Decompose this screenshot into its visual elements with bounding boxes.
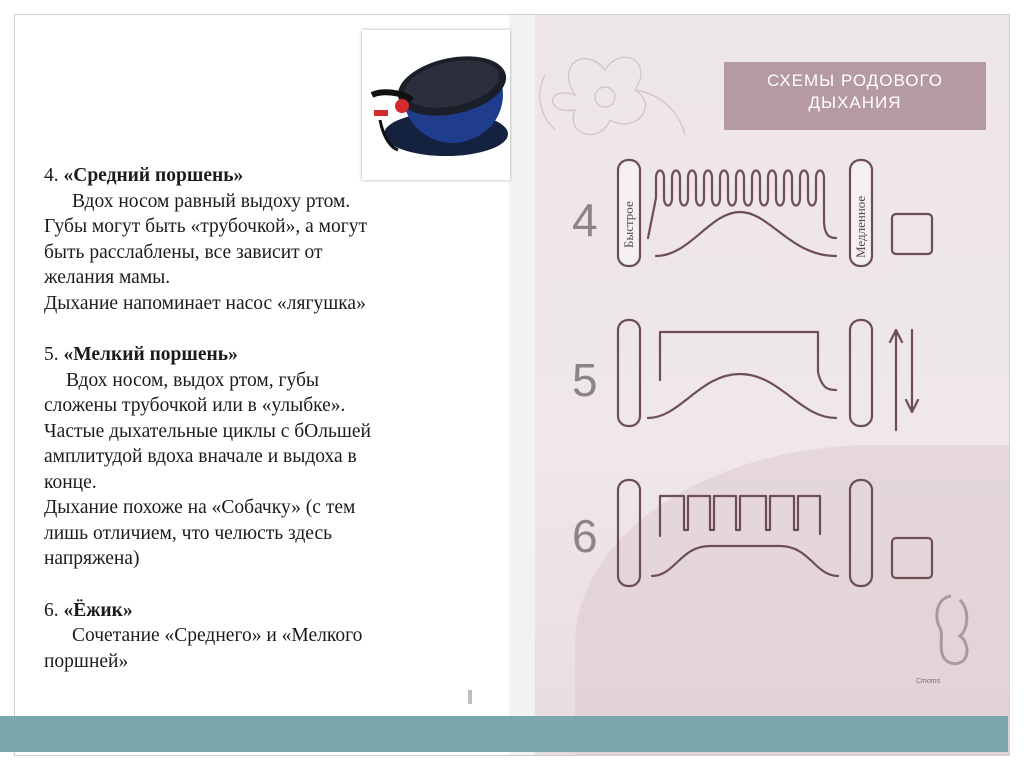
- section-5-line: конце.: [44, 471, 97, 493]
- section-5-line: Дыхание похоже на «Собачку» (с тем: [44, 497, 356, 518]
- row-6-bottom-curve: [652, 546, 838, 576]
- breathing-descriptions: [44, 163, 484, 674]
- foot-pump-photo: [362, 30, 510, 180]
- slide-title-line1: СХЕМЫ РОДОВОГО: [767, 71, 943, 90]
- fast-label: Быстрое: [621, 201, 636, 248]
- section-5-line: сложены трубочкой или в «улыбке».: [44, 395, 346, 416]
- row-5-top-wave: [660, 332, 836, 390]
- cycle-icon: [892, 214, 932, 254]
- row-5-bottom-curve: [648, 374, 836, 418]
- slow-label: Медленное: [853, 195, 868, 258]
- row-number: 6: [572, 510, 598, 562]
- section-5-line: амплитудой вдоха вначале и выдоха в: [44, 446, 357, 467]
- cycle-icon: [892, 538, 932, 578]
- section-5-line: напряжена): [44, 548, 140, 569]
- row-5-left-pill: [618, 320, 640, 426]
- breathing-diagram: [560, 150, 960, 600]
- foot-pump-image: [362, 30, 510, 180]
- arrow-down-icon: [906, 330, 918, 412]
- section-6-line: поршней»: [44, 650, 129, 672]
- row-4-slow-curve: [656, 212, 836, 256]
- slide-marker: [468, 690, 472, 704]
- row-5-right-pill: [850, 320, 872, 426]
- section-5-line: Вдох носом, выдох ртом, губы: [66, 369, 319, 391]
- slide-title-line2: ДЫХАНИЯ: [808, 93, 902, 112]
- row-6-left-pill: [618, 480, 640, 586]
- slide-title: [724, 70, 986, 114]
- section-4-line: Вдох носом равный выдоху ртом.: [72, 190, 351, 212]
- footer-bar: [0, 716, 1008, 752]
- logo-text: Cmoms: [916, 678, 941, 685]
- section-6-line: Сочетание «Среднего» и «Мелкого: [72, 625, 363, 646]
- section-4-line: Дыхание напоминает насос «лягушка»: [44, 292, 366, 314]
- arrow-up-icon: [890, 330, 902, 430]
- section-4-line: Губы могут быть «трубочкой», а могут: [44, 216, 367, 237]
- row-6-top-wave: [660, 496, 820, 536]
- section-5-heading: 5. «Мелкий поршень»: [44, 344, 238, 365]
- row-number: 5: [572, 354, 598, 406]
- section-5-line: лишь отличием, что челюсть здесь: [44, 522, 332, 544]
- section-4-line: быть расслаблены, все зависит от: [44, 241, 323, 263]
- section-4-line: желания мамы.: [44, 267, 171, 288]
- row-6-right-pill: [850, 480, 872, 586]
- flower-illustration: [515, 35, 695, 165]
- logo-silhouette: [926, 590, 976, 675]
- section-5-line: Частые дыхательные циклы с бОльшей: [44, 420, 371, 442]
- row-4-fast-lead: [648, 198, 656, 238]
- row-4-fast-wave: [656, 171, 836, 239]
- section-4-heading: 4. «Средний поршень»: [44, 165, 244, 186]
- section-6-heading: 6. «Ёжик»: [44, 599, 133, 621]
- row-number: 4: [572, 194, 598, 246]
